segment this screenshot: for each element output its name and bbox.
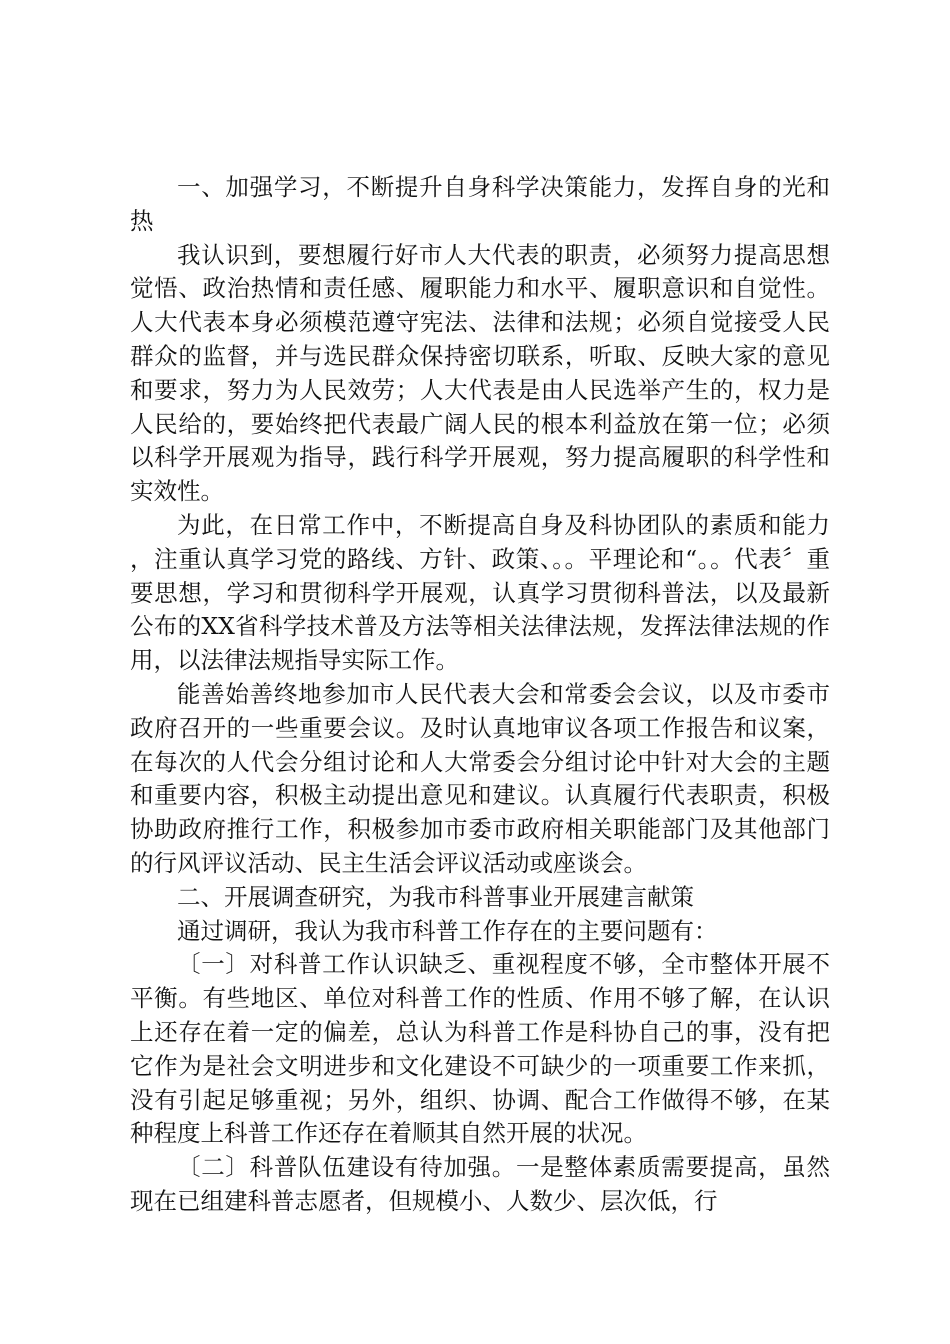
paragraph: 为此，在日常工作中，不断提高自身及科协团队的素质和能力，注重认真学习党的路线、方针、政策、。。平理论和“。。代表〞重要思想，学习和贯彻科学开展观，认真学习贯彻科普法，以及最新公布的XX省科学技术普及方法等相关法律法规，发挥法律法规的作用，以法律法规指导实际工作。	[130, 510, 830, 675]
document-page	[130, 171, 830, 1219]
list-item: 〔一〕对科普工作认识缺乏、重视程度不够，全市整体开展不平衡。有些地区、单位对科普工作的性质、作用不够了解，在认识上还存在着一定的偏差，总认为科普工作是科协自己的事，没有把它作为是社会文明进步和文化建设不可缺少的一项重要工作来抓，没有引起足够重视；另外，组织、协调、配合工作做得不够，在某种程度上科普工作还存在着顺其自然开展的状况。	[130, 950, 830, 1148]
list-item: 〔二〕科普队伍建设有待加强。一是整体素质需要提高，虽然现在已组建科普志愿者，但规模小、人数少、层次低，行	[130, 1153, 830, 1215]
section-heading-1: 一、加强学习，不断提升自身科学决策能力，发挥自身的光和热	[130, 173, 830, 235]
paragraph: 通过调研，我认为我市科普工作存在的主要问题有：	[177, 916, 718, 945]
paragraph: 我认识到，要想履行好市人大代表的职责，必须努力提高思想觉悟、政治热情和责任感、履职能力和水平、履职意识和自觉性。人大代表本身必须模范遵守宪法、法律和法规；必须自觉接受人民群众的监督，并与选民群众保持密切联系，听取、反映大家的意见和要求，努力为人民效劳；人大代表是由人民选举产生的，权力是人民给的，要始终把代表最广阔人民的根本利益放在第一位；必须以科学开展观为指导，践行科学开展观，努力提高履职的科学性和实效性。	[130, 240, 830, 506]
paragraph: 能善始善终地参加市人民代表大会和常委会会议，以及市委市政府召开的一些重要会议。及时认真地审议各项工作报告和议案，在每次的人代会分组讨论和人大常委会分组讨论中针对大会的主题和重要内容，积极主动提出意见和建议。认真履行代表职责，积极协助政府推行工作，积极参加市委市政府相关职能部门及其他部门的行风评议活动、民主生活会评议活动或座谈会。	[130, 679, 830, 877]
section-heading-2: 二、开展调查研究，为我市科普事业开展建言献策	[177, 882, 694, 911]
